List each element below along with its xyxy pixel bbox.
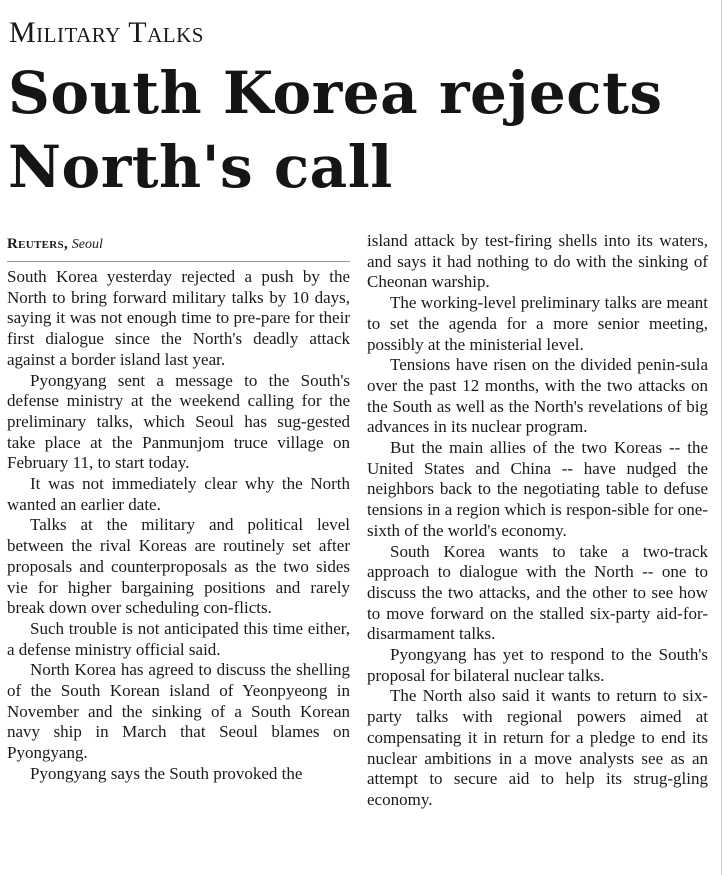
paragraph: Talks at the military and political level between the rival Koreas are routinely set after proposals and counterproposals as the two sides vie for higher bargaining positions and rarely break down over scheduling con-flicts. xyxy=(7,515,350,618)
paragraph: But the main allies of the two Koreas -- the United States and China -- have nudged the neighbors back to the negotiating table to defuse tensions in a region which is respon-sible for one-sixth of the world's economy. xyxy=(367,438,708,540)
paragraph: North Korea has agreed to discuss the shelling of the South Korean island of Yeonpyeong in November and the sinking of a South Korean navy ship in March that Seoul blames on Pyongyang. xyxy=(7,660,350,763)
paragraph-continued: island attack by test-firing shells into its waters, and says it had nothing to do with the sinking of Cheonan warship. xyxy=(367,231,708,292)
article-column-left xyxy=(7,231,350,785)
paragraph: It was not immediately clear why the North wanted an earlier date. xyxy=(7,474,350,514)
byline-city: Seoul xyxy=(71,237,103,252)
byline xyxy=(7,231,350,262)
paragraph: Tensions have risen on the divided penin-sula over the past 12 months, with the two attacks on the South as well as the North's revelations of big advances in its nuclear program. xyxy=(367,355,708,437)
paragraph: Pyongyang has yet to respond to the South's proposal for bilateral nuclear talks. xyxy=(367,645,708,685)
paragraph: South Korea wants to take a two-track approach to dialogue with the North -- one to discuss the two attacks, and the other to see how to move forward on the stalled six-party aid-for-disarmament talks. xyxy=(367,541,708,644)
byline-agency: Reuters, xyxy=(7,236,68,252)
paragraph: Pyongyang sent a message to the South's defense ministry at the weekend calling for the preliminary talks, which Seoul has sug-gested take place at the Panmunjom truce village on February 11, to start today. xyxy=(7,370,350,473)
paragraph: South Korea yesterday rejected a push by the North to bring forward military talks by 10 days, saying it was not enough time to pre-pare for their first dialogue since the North's deadly attack against a border island last year. xyxy=(7,267,350,369)
headline: South Korea rejects North's call xyxy=(8,59,663,201)
section-kicker: Military Talks xyxy=(9,16,204,49)
column-rule xyxy=(721,0,722,875)
paragraph: The working-level preliminary talks are meant to set the agenda for a more senior meeting, possibly at the ministerial level. xyxy=(367,293,708,354)
paragraph: Pyongyang says the South provoked the xyxy=(30,763,303,783)
article-column-right xyxy=(367,231,708,811)
paragraph: The North also said it wants to return to six-party talks with regional powers aimed at compensating it in return for a pledge to end its nuclear ambitions in a move analysts see as an attempt to secure aid to help its strug-gling economy. xyxy=(367,686,708,809)
paragraph: Such trouble is not anticipated this time either, a defense ministry official said. xyxy=(7,618,350,659)
